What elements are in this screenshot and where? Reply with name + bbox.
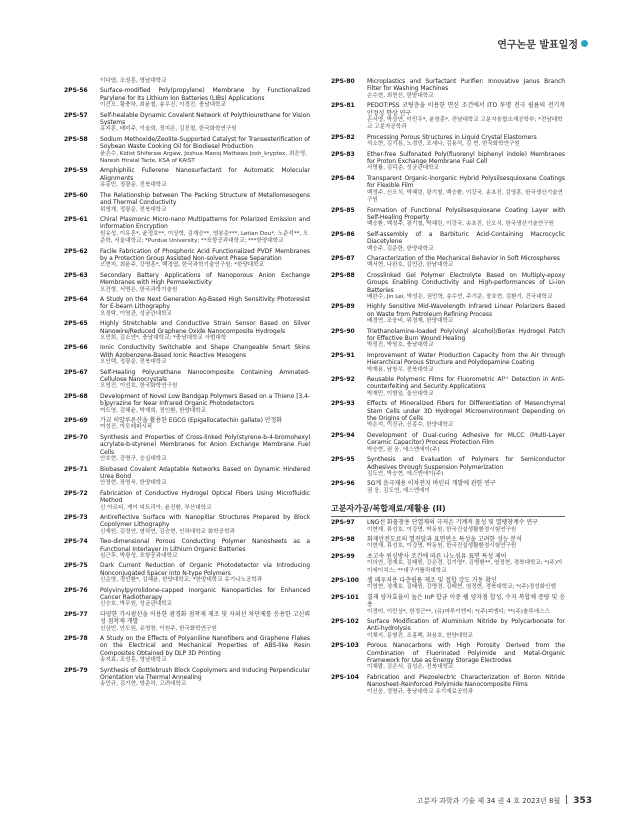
entry-title: Ether-free Sulfonated Poly(fluorenyl biphenyl indole) Membranes for Proton Exchange Membrane Fuel Cell bbox=[367, 150, 565, 166]
entry-code: 2PS-86 bbox=[331, 230, 355, 238]
right-column bbox=[331, 78, 565, 698]
entry-authors: 손수현, 최현선, 한밭대학교 bbox=[367, 92, 434, 99]
entry-authors: 신재원, 김정연, 염하연, 김승현, 인하대학교 화학공학과 bbox=[100, 528, 235, 535]
entry-code: 2PS-100 bbox=[331, 576, 359, 584]
entry-authors: 신승호, 박무원, 성균관대학교 bbox=[100, 601, 172, 608]
entry-code: 2PS-67 bbox=[64, 368, 88, 376]
entry-title: Triethanolamine-loaded Poly(vinyl alcohol)/Borax Hydrogel Patch for Effective Burn Wound Healing bbox=[367, 327, 565, 342]
entry-code: 2PS-59 bbox=[64, 167, 88, 175]
entry-row bbox=[64, 667, 310, 689]
entry-title: 다양한 가시광선을 이용한 광경화 점착제 제조 및 자외선 차단제를 응용한 고신뢰성 점착제 개발 bbox=[100, 610, 310, 626]
entry-authors: 신상빈, 안도원, 유영창, 이원주, 한국화학연구원 bbox=[100, 625, 217, 632]
section-header-title: 연구논문 발표일정 bbox=[497, 40, 578, 51]
entry-code: 2PS-81 bbox=[331, 102, 355, 110]
entry-authors: 신 아르티, 게이 피트리아, 윤진환, 부산대학교 bbox=[100, 504, 212, 511]
entry-code: 2PS-101 bbox=[331, 593, 359, 601]
entry-row bbox=[64, 369, 310, 391]
entry-row bbox=[331, 151, 565, 173]
entry-title: A Study on the Next Generation Ag-Based High Sensitivity Photoresist for E-beam Lithography bbox=[100, 295, 310, 311]
entry-code: 2PS-68 bbox=[64, 392, 88, 400]
continued-entry bbox=[64, 78, 310, 85]
entry-row bbox=[331, 255, 565, 270]
left-column bbox=[64, 78, 310, 691]
entry-code: 2PS-74 bbox=[64, 538, 88, 546]
entry-authors: 이신웅, 정명규, 충남대학교 유기재료공학과 bbox=[367, 688, 474, 695]
entry-title: 초고속 원심방사 조건에 따른 나노섬유 표면 특성 제어 bbox=[367, 552, 507, 560]
entry-title: Sodium Methoxide/Zeolite-Supported Catalyst for Transesterification of Soybean Waste Cooking Oil for Biodiesel Production bbox=[100, 135, 310, 151]
entry-code: 2PS-73 bbox=[64, 513, 88, 521]
entry-code: 2PS-103 bbox=[331, 642, 359, 650]
entry-row bbox=[331, 272, 565, 302]
entry-authors: 오현지, 최윤주, 강명훈*, 백경엽, 한국과학기술연구원; *한양대학교 bbox=[100, 262, 264, 269]
entry-authors: 박재민, 이형일, 울산대학교 bbox=[367, 390, 434, 397]
entry-authors: 이경미, 이민상*, 한정근**, (유)마루이엔씨; *(주)피엠디; **(주)솔루에스스 bbox=[367, 608, 550, 615]
entry-row bbox=[331, 207, 565, 229]
entry-code: 2PS-95 bbox=[331, 456, 355, 464]
entry-authors: 석소현, 김기용, 노경민, 조세나, 김용석, 김 현, 한국화학연구원 bbox=[367, 141, 520, 148]
entry-authors: 오정탁, 이영관, 성균관대학교 bbox=[100, 310, 172, 317]
entry-code: 2PS-75 bbox=[64, 562, 88, 570]
entry-title: Surface-modified Poly(propylene) Membrane by Functionalized Parylene for Its Lithium Ion Batteries (LIBs) Applications bbox=[100, 87, 310, 102]
entry-authors: 서명률, 김덕준, 성균관대학교 bbox=[367, 165, 439, 172]
entry-title: Highly Stretchable and Conductive Strain Sensor Based on Silver Nanowire/Reduced Graphene Oxide Nanocomposite Hydrogels bbox=[100, 320, 310, 335]
entry-code: 2PS-70 bbox=[64, 433, 88, 441]
entry-authors: 여성진, 아모레퍼시픽 bbox=[100, 424, 153, 431]
entry-code: 2PS-90 bbox=[331, 327, 355, 335]
divider bbox=[566, 795, 567, 804]
entry-authors: 박재용, 남창우, 전북대학교 bbox=[367, 366, 434, 373]
entry-code: 2PS-80 bbox=[331, 78, 355, 85]
entry-code: 2PS-57 bbox=[64, 111, 88, 119]
entry-code: 2PS-102 bbox=[331, 618, 359, 625]
entry-authors: 이현재, 류성호, 이강명, 박동원, 한국건설생활환경시험연구원 bbox=[367, 543, 517, 550]
entry-authors: 박승현, 권 웅, 에스엔에이(주) bbox=[367, 446, 440, 453]
entry-code: 2PS-63 bbox=[64, 271, 88, 279]
entry-code: 2PS-69 bbox=[64, 417, 88, 425]
entry-code: 2PS-85 bbox=[331, 206, 355, 214]
page-footer bbox=[417, 795, 592, 806]
entry-row bbox=[331, 642, 565, 672]
entry-title: Self-Healing Polyurethane Nanocomposite Containing Aminated-Cellulose Nanocrystals bbox=[100, 368, 310, 384]
entry-row bbox=[64, 611, 310, 633]
entry-title: Secondary Battery Applications of Nanoporous Anion Exchange Membranes with High Permselectivity bbox=[100, 271, 310, 287]
entry-code: 2PS-64 bbox=[64, 295, 88, 303]
entry-row bbox=[331, 400, 565, 430]
entry-title: Fabrication and Piezoelectric Characterization of Boron Nitride Nanosheet-Reinforced Polyimide Nanocomposite Films bbox=[367, 673, 565, 689]
entry-row bbox=[64, 112, 310, 134]
entry-title: Self-healable Dynamic Covalent Network of Polythiourethane for Vision Systems bbox=[100, 111, 310, 127]
entry-code: 2PS-91 bbox=[331, 351, 355, 359]
entry-title: 가교 히알루론산을 활용한 EGCG (Epigallocatechin gallate) 안정화 bbox=[100, 417, 282, 425]
entry-list bbox=[331, 78, 565, 495]
entry-list bbox=[64, 87, 310, 688]
entry-authors: 손서영, 박상연, 이민우*, 윤창훈*, 전남대학교 고분자융합소재공학부; *전남대학교 고분자공학과 bbox=[367, 117, 563, 131]
entry-code: 2PS-104 bbox=[331, 673, 359, 681]
entry-title: Characterization of the Mechanical Behavior in Soft Microspheres bbox=[367, 254, 560, 262]
entry-title: Improvement of Water Production Capacity from the Air through Hierarchical Porous Structure and Polydopamine Coating bbox=[367, 351, 565, 367]
entry-code: 2PS-82 bbox=[331, 133, 355, 141]
entry-code: 2PS-89 bbox=[331, 303, 355, 311]
entry-title: Synthesis of Bottlebrush Block Copolymers and Inducing Perpendicular Orientation via Thermal Annealing bbox=[100, 666, 310, 682]
entry-row bbox=[64, 344, 310, 366]
entry-authors: 심근후, 박광성, 포항공과대학교 bbox=[100, 552, 178, 559]
entry-row bbox=[64, 587, 310, 609]
entry-title: Transparent Organic-inorganic Hybrid Polysilsesquioxane Coatings for Flexible Film bbox=[367, 174, 565, 190]
entry-row bbox=[331, 376, 565, 398]
entry-authors: 이건오, 황충하, 최윤철, 송우진, 이경진, 충남대학교 bbox=[100, 102, 226, 109]
entry-row bbox=[64, 136, 310, 166]
entry-authors: 백승환, 백정주, 광기철, 박혜린, 이강국, 송초진, 신오식, 한국생산기술연구원 bbox=[367, 221, 555, 228]
entry-title: Effects of Mineralized Fibers for Differentiation of Mesenchymal Stem Cells under 3D Hydrogel Microenvironment Depending on the Origins of Cells bbox=[367, 400, 565, 423]
entry-code: 2PS-83 bbox=[331, 150, 355, 158]
entry-row bbox=[331, 480, 565, 495]
entry-authors: 백정주, 신오식, 박혜린, 광기철, 백승환, 이강국, 송초진, 김영훈, 한국생산기술연구원 bbox=[367, 189, 563, 204]
entry-code: 2PS-56 bbox=[64, 87, 88, 95]
entry-row bbox=[331, 328, 565, 350]
entry-row bbox=[64, 87, 310, 109]
entry-code: 2PS-96 bbox=[331, 480, 355, 488]
entry-row bbox=[331, 352, 565, 374]
entry-title: PEDOT:PSS 코팅층을 이용한 면신 조건에서 ITO 투명 전극 필름의 전기적 안정성 향상 연구 bbox=[367, 102, 565, 117]
entry-code: 2PS-66 bbox=[64, 344, 88, 352]
entry-authors: 이다엽, 조성훈, 영남대학교 bbox=[100, 78, 167, 84]
entry-row bbox=[64, 562, 310, 584]
entry-row bbox=[331, 519, 565, 534]
entry-row bbox=[64, 434, 310, 464]
entry-title: 화재안전도료의 열전달과 표면연소 특성을 고려한 성능 분석 bbox=[367, 535, 522, 543]
entry-code: 2PS-60 bbox=[64, 191, 88, 199]
entry-authors: 원유성, 이유혼*, 윤정호**, 이상혁, 김재승**, 염봉준***, Letian Dou*, 노준석**, 오준학, 서울대학교; *Purdue University; **포항공과대학교; ***한양대학교 bbox=[100, 230, 309, 245]
entry-code: 2PS-92 bbox=[331, 376, 355, 384]
entry-code: 2PS-65 bbox=[64, 320, 88, 328]
entry-title: Synthesis and Properties of Cross-linked Poly(styrene-b-4-bromohexyl acrylate-b-styrene) Membranes for Anion Exchange Membrane Fuel Cells bbox=[100, 433, 310, 456]
entry-title: Two-dimensional Porous Conducting Polymer Nanosheets as a Functional Interlayer in Lithium Organic Batteries bbox=[100, 538, 310, 553]
entry-authors: 오영건, 이선호, 한국화학연구원 bbox=[100, 383, 178, 390]
entry-code: 2PS-98 bbox=[331, 535, 355, 543]
entry-code: 2PS-78 bbox=[64, 635, 88, 643]
entry-row bbox=[331, 553, 565, 575]
entry-code: 2PS-87 bbox=[331, 254, 355, 262]
entry-title: Processing Porous Structures in Liquid Crystal Elastomers bbox=[367, 133, 537, 141]
entry-authors: 오민희, 김소연*, 충남대학교; *충남대학교 사범대학 bbox=[100, 335, 227, 341]
entry-authors: 배경연, 조웅비, 위정재, 한양대학교 bbox=[367, 318, 454, 325]
entry-title: Highly Sensitive Mid-Wavelength Infrared Linear Polarizers Based on Waste from Petroleum Refining Process bbox=[367, 303, 565, 318]
entry-code: 2PS-99 bbox=[331, 552, 355, 560]
entry-authors: 안호현, 강명구, 숭실대학교 bbox=[100, 456, 167, 463]
entry-code: 2PS-61 bbox=[64, 215, 88, 223]
entry-code: 2PS-88 bbox=[331, 271, 355, 279]
entry-row bbox=[64, 192, 310, 214]
entry-code: 2PS-93 bbox=[331, 400, 355, 408]
entry-code: 2PS-97 bbox=[331, 519, 355, 527]
entry-row bbox=[64, 466, 310, 488]
entry-title: Dark Current Reduction of Organic Photodetector via Introducing Nonconjugated Spacer into N-type Polymers bbox=[100, 562, 310, 577]
entry-row bbox=[64, 272, 310, 294]
entry-row bbox=[331, 577, 565, 592]
entry-authors: 이영현, 정재호, 김태원, 강명경, 김태현, 염정현, 경북대학교; *(주)경성화인엠 bbox=[367, 584, 556, 591]
entry-row bbox=[331, 175, 565, 205]
entry-row bbox=[331, 618, 565, 640]
entry-authors: 윤은수, Kidist Shiferaw Argaw, Joshua Manoj Mathews Josh_kryptex, 최은영, Naresh Hiralal Tarte, KSA of KAIST bbox=[100, 150, 307, 165]
entry-title: Biobased Covalent Adaptable Networks Based on Dynamic Hindered Urea Bond bbox=[100, 465, 310, 480]
page-header bbox=[497, 36, 588, 51]
entry-authors: 안정현, 장영욱, 한양대학교 bbox=[100, 480, 167, 487]
entry-authors: 권 웅, 김도연, 에스엔에이 bbox=[367, 487, 430, 494]
entry-row bbox=[64, 320, 310, 342]
entry-authors: 위영재, 정광운, 전북대학교 bbox=[100, 206, 167, 213]
entry-authors: 신순영, 정인환*, 김혜윤, 한양대학교; *한양대학교 유기나노공학과 bbox=[100, 577, 263, 584]
entry-title: Formation of Functional Polysilsesquioxane Coating Layer with Self-Healing Property bbox=[367, 206, 565, 221]
entry-authors: 박은지, 이진규, 신종수, 한양대학교 bbox=[367, 422, 454, 429]
entry-title: LNG선 화물창용 단열재의 극저온 기계적 물성 및 열팽창계수 연구 bbox=[367, 519, 538, 527]
entry-code: 2PS-72 bbox=[64, 489, 88, 497]
entry-code: 2PS-62 bbox=[64, 247, 88, 255]
entry-row bbox=[331, 303, 565, 325]
entry-authors: 배완수, Jin Lei, 박성은, 권민혁, 송수빈, 주기준, 장호현, 김환기, 건국대학교 bbox=[367, 293, 553, 300]
entry-authors: 백승주, 김준한, 한양대학교 bbox=[367, 245, 434, 252]
entry-title: Polyvinylpyrrolidone-capped Inorganic Nanoparticles for Enhanced Cancer Radiotherapy bbox=[100, 586, 310, 601]
entry-title: Antireflective Surface with Nanopillar Structures Prepared by Block Copolymer Lithography bbox=[100, 513, 310, 529]
entry-authors: 이채지, 문형진, 조홍백, 좌용호, 한양대학교 bbox=[367, 632, 474, 639]
entry-title: Surface Modification of Aluminium Nitride by Polycarbonate for Anti-hydrolysis bbox=[367, 618, 565, 633]
entry-row bbox=[331, 102, 565, 132]
entry-title: Synthesis and Evaluation of Polymers for Semiconductor Adhesives through Suspension Polymerization bbox=[367, 456, 565, 471]
entry-title: Microplastics and Surfactant Purifier: Innovative Janus Branch Filter for Washing Machines bbox=[367, 78, 565, 93]
entry-authors: 백서현, 나완호, 김민관, 한남대학교 bbox=[367, 262, 454, 269]
entry-title: Development of Dual-curing Adhesive for MLCC (Multi-Layer Ceramic Capacitor) Process Protection Film bbox=[367, 431, 565, 447]
entry-row bbox=[64, 490, 310, 512]
entry-title: Porous Nanocarbons with High Porosity Derived from the Combination of Fluorinated Polyimide and Metal-Organic Framework for Use as Energy Storage Electrodes bbox=[367, 642, 565, 665]
entry-title: 5G계 음극재용 이차전지 바인더 개발에 관한 연구 bbox=[367, 480, 496, 488]
entry-code: 2PS-84 bbox=[331, 174, 355, 182]
entry-authors: 이현재, 류성호, 이강명, 박동원, 한국건설생활환경시험연구원 bbox=[367, 526, 517, 533]
entry-row bbox=[331, 456, 565, 478]
entry-title: The Relationship between The Packing Structure of Metallomesogens and Thermal Conductivity bbox=[100, 191, 310, 207]
entry-authors: 김도연, 박승현, 에스엔에이(주) bbox=[367, 470, 444, 477]
entry-title: Development of Novel Low Bandgap Polymers Based on a Thieno [3,4-b]pyrazine for Near Infrared Organic Photodetectors bbox=[100, 392, 310, 408]
entry-row bbox=[331, 231, 565, 253]
entry-row bbox=[331, 78, 565, 100]
entry-title: Facile Fabrication of Phosphoric Acid Functionalized PVDF Membranes by a Protection Group Assisted Non-solvent Phase Separation bbox=[100, 247, 310, 262]
circle-icon bbox=[581, 40, 588, 47]
entry-authors: 송민규, 김기현, 방준하, 고려대학교 bbox=[100, 681, 187, 688]
entry-list bbox=[331, 519, 565, 696]
entry-authors: 송지효, 조성훈, 영남대학교 bbox=[100, 657, 167, 664]
entry-row bbox=[331, 674, 565, 696]
entry-authors: 박정진, 박원호, 충남대학교 bbox=[367, 342, 434, 349]
entry-title: A Study on the Effects of Polyaniline Nanofibers and Graphene Flakes on the Electrical and Mechanical Properties of ABS-like Resin Composites Obtained by DLP 3D Printing bbox=[100, 635, 310, 657]
entry-authors: 오건형, 서명은, 한국과학기술원 bbox=[100, 286, 178, 293]
entry-row bbox=[64, 216, 310, 246]
entry-row bbox=[331, 594, 565, 616]
entry-row bbox=[64, 248, 310, 270]
entry-code: 2PS-79 bbox=[64, 666, 88, 674]
entry-authors: 오인택, 정광운, 전북대학교 bbox=[100, 359, 167, 366]
entry-row bbox=[64, 393, 310, 415]
entry-authors: 이채람, 김은서, 김성은, 전북대학교 bbox=[367, 664, 454, 671]
entry-title: 결재 양자효율이 높은 InP 합금 이중 쉘 양자점 합성, 수지 복합체 증량 및 응용 bbox=[367, 593, 565, 609]
entry-authors: 유동민, 정광운, 전북대학교 bbox=[100, 182, 167, 189]
entry-code: 2PS-71 bbox=[64, 465, 88, 473]
entry-row bbox=[64, 635, 310, 665]
entry-title: Crosslinked Gel Polymer Electrolyte Based on Multiply-epoxy Groups Enabling Conductivity and High-performances of Li-ion Batteries bbox=[367, 271, 565, 294]
entry-title: Ionic Conductivity Switchable and Shape Changeable Smart Skins With Azobenzene-Based Ionic Reactive Mesogens bbox=[100, 344, 310, 359]
entry-title: 셀 페우저용 다층필름 제조 및 접합 강도 거동 확인 bbox=[367, 576, 497, 584]
entry-title: Amphiphilic Fullerene Nanosurfactant for Automatic Molecular Alignments bbox=[100, 167, 310, 182]
entry-title: Self-assembly of a Barbituric Acid-Containing Macrocyclic Diacetylene bbox=[367, 230, 565, 246]
entry-title: Reusable Polymeric Films for Fluorometric Al³⁺ Detection in Anti-counterfeiting and Security Applications bbox=[367, 376, 565, 391]
entry-authors: 이의연, 정재호, 김태원, 강은경, 김기영*, 김병환**, 염정현, 경북대학교; *(주)아이에이치스; **대구가톨릭대학교 bbox=[367, 560, 563, 574]
entry-code: 2PS-58 bbox=[64, 135, 88, 143]
entry-authors: 여도영, 김혜윤, 박재희, 정인환, 한양대학교 bbox=[100, 407, 207, 414]
journal-info: 고분자 과학과 기술 제 34 권 4 호 2023년 8월 bbox=[416, 797, 561, 805]
entry-code: 2PS-77 bbox=[64, 610, 88, 618]
entry-row bbox=[64, 514, 310, 536]
entry-row bbox=[331, 536, 565, 551]
entry-code: 2PS-94 bbox=[331, 431, 355, 439]
entry-row bbox=[64, 296, 310, 318]
entry-code: 2PS-76 bbox=[64, 586, 88, 594]
entry-row bbox=[64, 417, 310, 432]
entry-row bbox=[331, 134, 565, 149]
entry-title: Chiral Plasmonic Micro-nano Multipatterns for Polarized Emission and Information Encryption bbox=[100, 215, 310, 231]
entry-row bbox=[331, 432, 565, 454]
entry-row bbox=[64, 538, 310, 560]
entry-authors: 유지훈, 배미주, 이슬희, 정지은, 김진철, 한국화학연구원 bbox=[100, 126, 237, 133]
entry-row bbox=[64, 167, 310, 189]
entry-title: Fabrication of Conductive Hydrogel Optical Fibers Using Microfluidic Method bbox=[100, 489, 310, 505]
page-number: 353 bbox=[573, 796, 592, 806]
section-title: 고분자가공/복합재료/재활용 (II) bbox=[331, 503, 565, 517]
